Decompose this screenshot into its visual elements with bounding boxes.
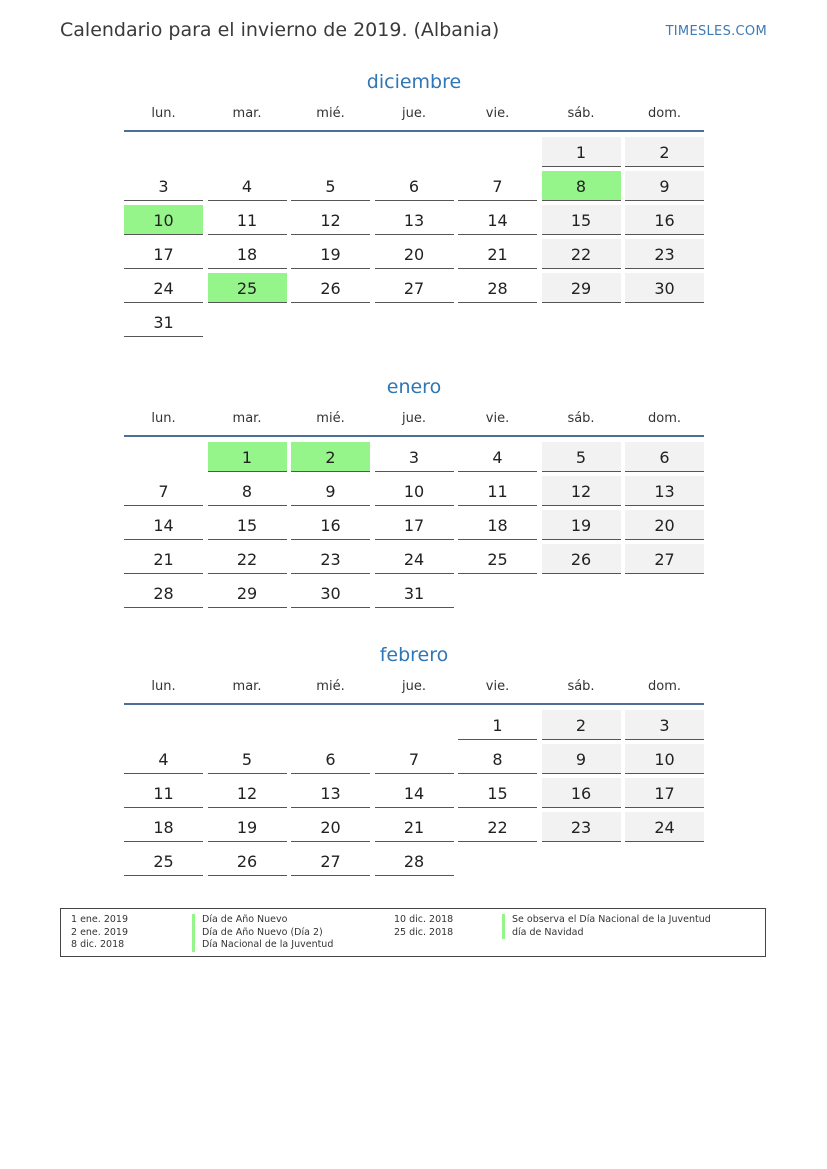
month-title: febrero bbox=[379, 644, 449, 666]
day-cell[interactable]: 31 bbox=[124, 307, 203, 337]
day-cell[interactable]: 15 bbox=[458, 778, 537, 808]
day-cell[interactable]: 28 bbox=[124, 578, 203, 608]
day-cell[interactable]: 19 bbox=[291, 239, 370, 269]
day-cell[interactable]: 9 bbox=[542, 744, 621, 774]
day-cell[interactable]: 10 bbox=[625, 744, 704, 774]
day-cell[interactable]: 16 bbox=[625, 205, 704, 235]
day-cell[interactable]: 13 bbox=[291, 778, 370, 808]
weekday-label: mar. bbox=[232, 679, 262, 694]
day-cell[interactable]: 7 bbox=[458, 171, 537, 201]
day-cell[interactable]: 15 bbox=[208, 510, 287, 540]
weekday-label: dom. bbox=[647, 679, 681, 694]
legend-holiday-name: Se observa el Día Nacional de la Juventud bbox=[502, 914, 711, 927]
weekday-label: vie. bbox=[485, 106, 510, 121]
weekday-label: jue. bbox=[402, 679, 426, 694]
legend-date: 10 dic. 2018 bbox=[394, 914, 454, 925]
day-cell[interactable]: 11 bbox=[124, 778, 203, 808]
month-title: diciembre bbox=[366, 71, 462, 93]
page-title: Calendario para el invierno de 2019. (Albania) bbox=[60, 19, 500, 41]
day-cell[interactable]: 6 bbox=[375, 171, 454, 201]
month-title: enero bbox=[386, 376, 442, 398]
empty-cell bbox=[208, 710, 287, 740]
day-cell[interactable]: 9 bbox=[625, 171, 704, 201]
day-cell[interactable]: 19 bbox=[542, 510, 621, 540]
day-cell[interactable]: 6 bbox=[625, 442, 704, 472]
day-cell[interactable]: 17 bbox=[375, 510, 454, 540]
holiday-day-cell[interactable]: 2 bbox=[291, 442, 370, 472]
legend-holiday-name: día de Navidad bbox=[502, 927, 711, 940]
weekday-label: vie. bbox=[485, 411, 510, 426]
weekday-label: jue. bbox=[402, 106, 426, 121]
weekday-header bbox=[124, 677, 704, 705]
legend-holiday-name: Día de Año Nuevo bbox=[192, 914, 333, 927]
day-cell[interactable]: 30 bbox=[291, 578, 370, 608]
day-cell[interactable]: 27 bbox=[291, 846, 370, 876]
holiday-legend bbox=[60, 908, 766, 957]
weekday-label: lun. bbox=[151, 411, 176, 426]
day-cell[interactable]: 24 bbox=[375, 544, 454, 574]
empty-cell bbox=[291, 137, 370, 167]
day-cell[interactable]: 21 bbox=[375, 812, 454, 842]
empty-cell bbox=[208, 137, 287, 167]
day-cell[interactable]: 14 bbox=[124, 510, 203, 540]
day-cell[interactable]: 25 bbox=[124, 846, 203, 876]
day-cell[interactable]: 12 bbox=[208, 778, 287, 808]
weekday-label: sáb. bbox=[567, 411, 595, 426]
empty-cell bbox=[375, 710, 454, 740]
day-cell[interactable]: 30 bbox=[625, 273, 704, 303]
day-cell[interactable]: 20 bbox=[625, 510, 704, 540]
day-cell[interactable]: 21 bbox=[124, 544, 203, 574]
day-cell[interactable]: 7 bbox=[375, 744, 454, 774]
weekday-label: lun. bbox=[151, 106, 176, 121]
day-cell[interactable]: 25 bbox=[458, 544, 537, 574]
day-cell[interactable]: 3 bbox=[375, 442, 454, 472]
day-cell[interactable]: 27 bbox=[375, 273, 454, 303]
weekday-label: lun. bbox=[151, 679, 176, 694]
weekday-label: vie. bbox=[485, 679, 510, 694]
legend-left-dates bbox=[71, 914, 128, 952]
day-cell[interactable]: 14 bbox=[458, 205, 537, 235]
month-february bbox=[124, 641, 704, 876]
day-cell[interactable]: 1 bbox=[542, 137, 621, 167]
month-december bbox=[124, 68, 704, 337]
holiday-day-cell[interactable]: 1 bbox=[208, 442, 287, 472]
day-cell[interactable]: 5 bbox=[291, 171, 370, 201]
day-cell[interactable]: 16 bbox=[542, 778, 621, 808]
day-grid bbox=[124, 710, 704, 876]
day-cell[interactable]: 26 bbox=[291, 273, 370, 303]
weekday-header bbox=[124, 409, 704, 437]
day-cell[interactable]: 6 bbox=[291, 744, 370, 774]
day-cell[interactable]: 12 bbox=[542, 476, 621, 506]
day-cell[interactable]: 11 bbox=[208, 205, 287, 235]
month-january bbox=[124, 373, 704, 608]
day-cell[interactable]: 10 bbox=[375, 476, 454, 506]
weekday-label: sáb. bbox=[567, 679, 595, 694]
legend-right-dates bbox=[394, 914, 453, 939]
empty-cell bbox=[375, 137, 454, 167]
day-cell[interactable]: 2 bbox=[625, 137, 704, 167]
empty-cell bbox=[458, 137, 537, 167]
empty-cell bbox=[124, 137, 203, 167]
day-cell[interactable]: 28 bbox=[375, 846, 454, 876]
legend-right-names bbox=[502, 914, 711, 939]
day-cell[interactable]: 31 bbox=[375, 578, 454, 608]
brand-link[interactable]: TIMESLES.COM bbox=[665, 24, 767, 39]
legend-holiday-name: Día Nacional de la Juventud bbox=[192, 939, 333, 952]
day-cell[interactable]: 22 bbox=[458, 812, 537, 842]
legend-date: 1 ene. 2019 bbox=[71, 914, 128, 925]
day-cell[interactable]: 23 bbox=[625, 239, 704, 269]
day-cell[interactable]: 26 bbox=[208, 846, 287, 876]
day-cell[interactable]: 1 bbox=[458, 710, 537, 740]
weekday-label: dom. bbox=[647, 106, 681, 121]
day-cell[interactable]: 4 bbox=[208, 171, 287, 201]
legend-holiday-name: Día de Año Nuevo (Día 2) bbox=[192, 927, 333, 940]
day-cell[interactable]: 20 bbox=[375, 239, 454, 269]
day-cell[interactable]: 22 bbox=[208, 544, 287, 574]
legend-date: 2 ene. 2019 bbox=[71, 926, 128, 938]
day-grid bbox=[124, 137, 704, 337]
holiday-day-cell[interactable]: 10 bbox=[124, 205, 203, 235]
weekday-label: sáb. bbox=[567, 106, 595, 121]
weekday-label: mié. bbox=[316, 411, 345, 426]
day-cell[interactable]: 4 bbox=[124, 744, 203, 774]
weekday-label: mar. bbox=[232, 411, 262, 426]
day-cell[interactable]: 13 bbox=[375, 205, 454, 235]
day-cell[interactable]: 4 bbox=[458, 442, 537, 472]
legend-date: 25 dic. 2018 bbox=[394, 926, 454, 938]
day-cell[interactable]: 3 bbox=[625, 710, 704, 740]
day-cell[interactable]: 11 bbox=[458, 476, 537, 506]
day-cell[interactable]: 23 bbox=[542, 812, 621, 842]
empty-cell bbox=[124, 442, 203, 472]
legend-date: 8 dic. 2018 bbox=[71, 939, 125, 950]
day-cell[interactable]: 5 bbox=[542, 442, 621, 472]
day-cell[interactable]: 22 bbox=[542, 239, 621, 269]
day-cell[interactable]: 14 bbox=[375, 778, 454, 808]
empty-cell bbox=[124, 710, 203, 740]
weekday-label: mié. bbox=[316, 679, 345, 694]
day-cell[interactable]: 16 bbox=[291, 510, 370, 540]
day-cell[interactable]: 15 bbox=[542, 205, 621, 235]
day-cell[interactable]: 23 bbox=[291, 544, 370, 574]
day-cell[interactable]: 27 bbox=[625, 544, 704, 574]
day-cell[interactable]: 5 bbox=[208, 744, 287, 774]
day-cell[interactable]: 26 bbox=[542, 544, 621, 574]
day-cell[interactable]: 29 bbox=[542, 273, 621, 303]
day-cell[interactable]: 9 bbox=[291, 476, 370, 506]
day-cell[interactable]: 8 bbox=[208, 476, 287, 506]
weekday-label: mié. bbox=[316, 106, 345, 121]
day-cell[interactable]: 12 bbox=[291, 205, 370, 235]
day-cell[interactable]: 19 bbox=[208, 812, 287, 842]
weekday-label: dom. bbox=[647, 411, 681, 426]
holiday-day-cell[interactable]: 8 bbox=[542, 171, 621, 201]
weekday-label: jue. bbox=[402, 411, 426, 426]
day-cell[interactable]: 24 bbox=[625, 812, 704, 842]
day-cell[interactable]: 7 bbox=[124, 476, 203, 506]
weekday-header bbox=[124, 104, 704, 132]
day-cell[interactable]: 17 bbox=[124, 239, 203, 269]
day-cell[interactable]: 18 bbox=[208, 239, 287, 269]
day-cell[interactable]: 20 bbox=[291, 812, 370, 842]
day-cell[interactable]: 3 bbox=[124, 171, 203, 201]
day-cell[interactable]: 17 bbox=[625, 778, 704, 808]
day-cell[interactable]: 21 bbox=[458, 239, 537, 269]
day-cell[interactable]: 18 bbox=[458, 510, 537, 540]
weekday-label: mar. bbox=[232, 106, 262, 121]
holiday-day-cell[interactable]: 25 bbox=[208, 273, 287, 303]
day-cell[interactable]: 13 bbox=[625, 476, 704, 506]
day-cell[interactable]: 2 bbox=[542, 710, 621, 740]
day-cell[interactable]: 18 bbox=[124, 812, 203, 842]
day-cell[interactable]: 24 bbox=[124, 273, 203, 303]
day-cell[interactable]: 8 bbox=[458, 744, 537, 774]
legend-left-names bbox=[192, 914, 333, 952]
day-cell[interactable]: 28 bbox=[458, 273, 537, 303]
day-grid bbox=[124, 442, 704, 608]
day-cell[interactable]: 29 bbox=[208, 578, 287, 608]
empty-cell bbox=[291, 710, 370, 740]
